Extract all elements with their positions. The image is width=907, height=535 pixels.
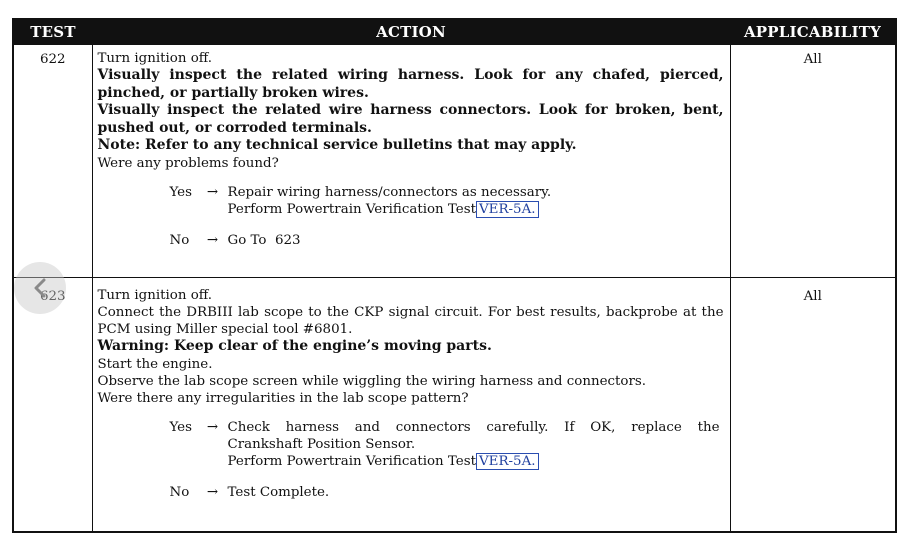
applicability-value: All <box>730 278 896 532</box>
yes-label: Yes <box>169 184 192 200</box>
step-text: Turn ignition off. <box>97 288 213 303</box>
yes-result: Check harness and connectors carefully. If OK, replace the <box>227 419 720 435</box>
note-text: Note: Refer to any technical service bulletins that may apply. <box>97 137 577 153</box>
no-branch <box>98 232 724 249</box>
yes-label: Yes <box>169 419 192 435</box>
yes-result: Crankshaft Position Sensor. <box>227 436 416 452</box>
question-text: Were any problems found? <box>97 155 279 171</box>
arrow-icon: → <box>206 484 219 500</box>
chevron-left-icon <box>33 278 47 298</box>
no-branch <box>98 484 724 501</box>
step-text: Connect the DRBIII lab scope to the CKP signal circuit. For best results, backprobe at the PCM using Miller special tool #6801. <box>97 305 724 337</box>
no-label: No <box>169 484 190 500</box>
header-action: ACTION <box>92 19 730 45</box>
arrow-icon: → <box>206 419 219 435</box>
no-label: No <box>169 232 190 248</box>
arrow-icon: → <box>206 232 219 248</box>
table-row <box>13 278 896 532</box>
question-text: Were there any irregularities in the lab scope pattern? <box>97 390 469 406</box>
yes-result: Repair wiring harness/connectors as necessary. <box>227 184 552 200</box>
verification-text: Perform Powertrain Verification Test <box>227 201 476 217</box>
test-number: 622 <box>13 45 92 278</box>
verification-text: Perform Powertrain Verification Test <box>227 453 476 469</box>
step-text: Observe the lab scope screen while wiggling the wiring harness and connectors. <box>97 373 646 389</box>
no-result: Go To 623 <box>227 232 301 248</box>
header-row <box>13 19 896 45</box>
step-text: Visually inspect the related wire harness connectors. Look for broken, bent, pushed out, or corroded terminals. <box>97 102 724 136</box>
verification-link[interactable]: VER-5A. <box>476 453 539 470</box>
previous-page-button[interactable] <box>14 262 66 314</box>
step-text: Visually inspect the related wiring harness. Look for any chafed, pierced, pinched, or partially broken wires. <box>97 67 724 101</box>
action-cell <box>92 278 730 532</box>
step-text: Start the engine. <box>97 356 213 372</box>
applicability-value: All <box>730 45 896 278</box>
arrow-icon: → <box>206 184 219 200</box>
yes-branch <box>98 419 724 470</box>
diagnostic-table <box>12 18 897 533</box>
step-text: Turn ignition off. <box>97 51 213 66</box>
yes-branch <box>98 184 724 218</box>
table-row <box>13 45 896 278</box>
verification-link[interactable]: VER-5A. <box>476 201 539 218</box>
action-cell <box>92 45 730 278</box>
test-number: 623 <box>13 278 92 532</box>
header-test: TEST <box>13 19 92 45</box>
header-applicability: APPLICABILITY <box>730 19 896 45</box>
warning-text: Warning: Keep clear of the engine’s moving parts. <box>97 338 492 354</box>
no-result: Test Complete. <box>227 484 330 500</box>
